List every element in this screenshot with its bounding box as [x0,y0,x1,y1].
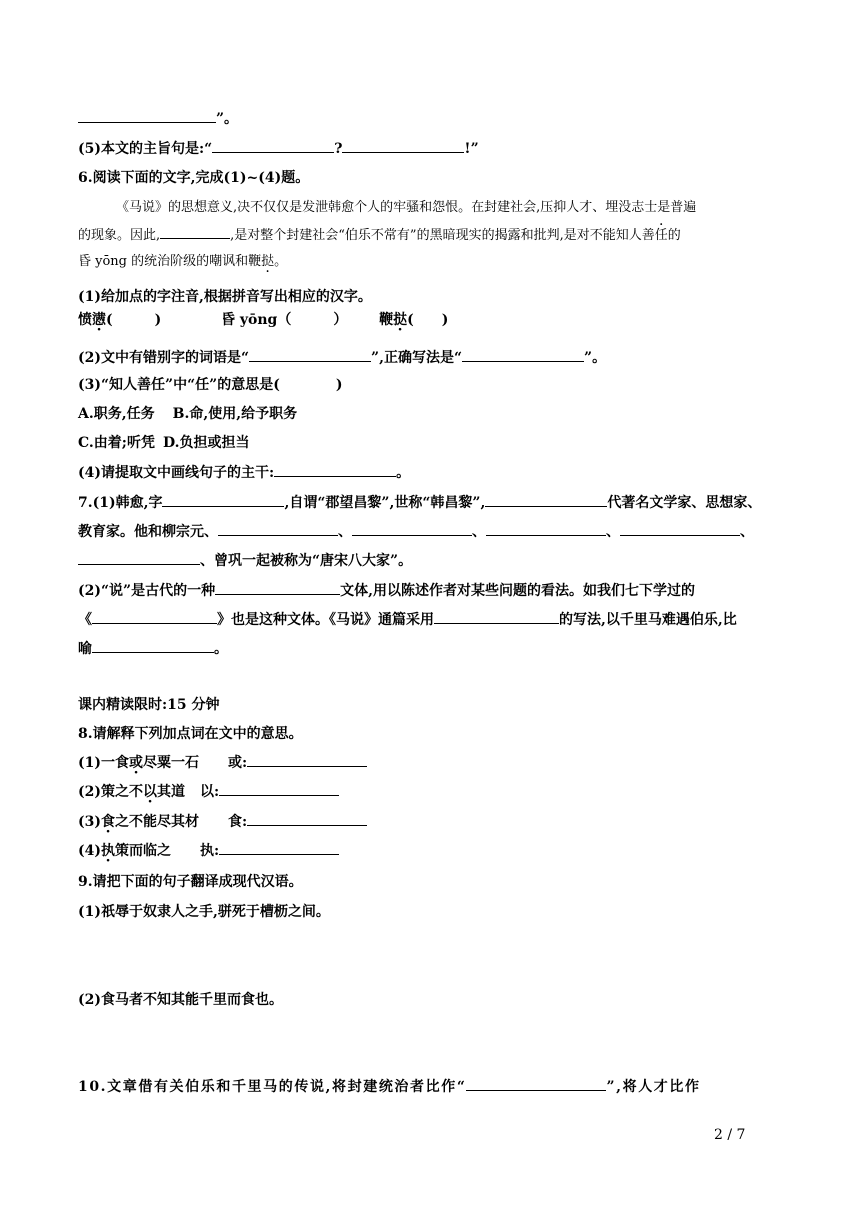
q8-item-4: (4)执策而临之 执: [78,840,339,861]
q6-passage-line3: 昏 yōng 的统治阶级的嘲讽和鞭挞。 [78,254,288,269]
answer-blank[interactable] [215,580,340,595]
answer-blank[interactable] [485,492,607,507]
answer-blank[interactable] [219,840,339,855]
answer-blank[interactable] [219,781,339,796]
option-b[interactable]: B.命,使用,给予职务 [172,406,298,422]
answer-blank[interactable] [212,138,334,153]
q6-sub3: (3)“知人善任”中“任”的意思是( ) [78,377,343,393]
section-header [78,695,220,715]
q7-line3: 、曾巩一起被称为“唐宋八大家”。 [78,550,412,571]
q6-sub1: (1)给加点的字注音,根据拼音写出相应的汉字。 [78,289,372,305]
q6-sub4: (4)请提取文中画线句子的主干: 。 [78,462,410,483]
q6-sub2: (2)文中有错别字的词语是“ ”,正确写法是“ ”。 [78,347,606,368]
option-c[interactable]: C.由着;听凭 [78,435,155,451]
answer-blank[interactable] [218,521,338,536]
q7-line2: 教育家。他和柳宗元、 、 、 、 、 [78,521,754,542]
option-a[interactable]: A.职务,任务 [78,406,155,422]
answer-blank[interactable] [462,347,584,362]
q5-line2: (5)本文的主旨句是:“ ? !” [78,138,479,159]
option-d[interactable]: D.负担或担当 [162,435,250,451]
q6-options-cd [78,433,249,453]
answer-blank[interactable] [342,138,464,153]
answer-blank[interactable] [247,811,367,826]
item-bianta: 鞭挞( ) [379,312,449,328]
item-hunyong: 昏 yōng（ ） [221,312,348,328]
answer-blank[interactable] [162,492,284,507]
q8-item-2: (2)策之不以其道 以: [78,781,339,802]
item-fenmen: 愤懑( ) [78,312,162,328]
q6-passage-line2: 的现象。因此, ,是对整个封建社会“伯乐不常有”的黑暗现实的揭露和批判,是对不能知人善任的 [78,224,681,246]
underlined-sentence[interactable] [160,224,230,239]
q7-line1: 7.(1)韩愈,字 ,自谓“郡望昌黎”,世称“韩昌黎”, 代著名文学家、思想家、 [78,492,761,513]
q7-line6: 喻 。 [78,638,228,659]
q8-item-3: (3)食之不能尽其材 食: [78,811,367,832]
answer-blank[interactable] [466,1076,606,1091]
answer-blank[interactable] [78,550,200,565]
answer-blank[interactable] [249,347,371,362]
q6-sub1-items [78,310,448,330]
answer-blank[interactable] [434,609,559,624]
q6-options-ab [78,404,297,424]
answer-blank[interactable] [92,638,214,653]
section-title: 课内精读 [78,697,134,713]
q10-line1: 10.文章借有关伯乐和千里马的传说,将封建统治者比作“ ”,将人才比作 [78,1076,701,1097]
q8-item-1: (1)一食或尽粟一石 或: [78,752,367,773]
q6-title: 6.阅读下面的文字,完成(1)~(4)题。 [78,170,310,186]
q9-title: 9.请把下面的句子翻译成现代汉语。 [78,874,303,890]
q9-sentence-1: (1)祇辱于奴隶人之手,骈死于槽枥之间。 [78,904,330,920]
answer-blank[interactable] [92,609,217,624]
q6-passage-line1: 《马说》的思想意义,决不仅仅是发泄韩愈个人的牢骚和怨恨。在封建社会,压抑人才、埋没志士是普遍 [116,200,697,215]
answer-blank[interactable] [352,521,472,536]
answer-blank[interactable] [274,462,396,477]
q5-line1: ”。 [78,108,238,129]
q7-line5: 《 》也是这种文体。《马说》通篇采用 的写法,以千里马难遇伯乐,比 [78,609,737,630]
q9-sentence-2: (2)食马者不知其能千里而食也。 [78,992,283,1008]
time-limit: 限时:15 分钟 [134,697,220,713]
answer-blank[interactable] [78,108,216,123]
page-number: 2 / 7 [714,1127,746,1143]
answer-blank[interactable] [247,752,367,767]
q7-line4: (2)“说”是古代的一种 文体,用以陈述作者对某些问题的看法。如我们七下学过的 [78,580,695,601]
q8-title: 8.请解释下列加点词在文中的意思。 [78,726,303,742]
answer-blank[interactable] [486,521,606,536]
answer-blank[interactable] [620,521,740,536]
